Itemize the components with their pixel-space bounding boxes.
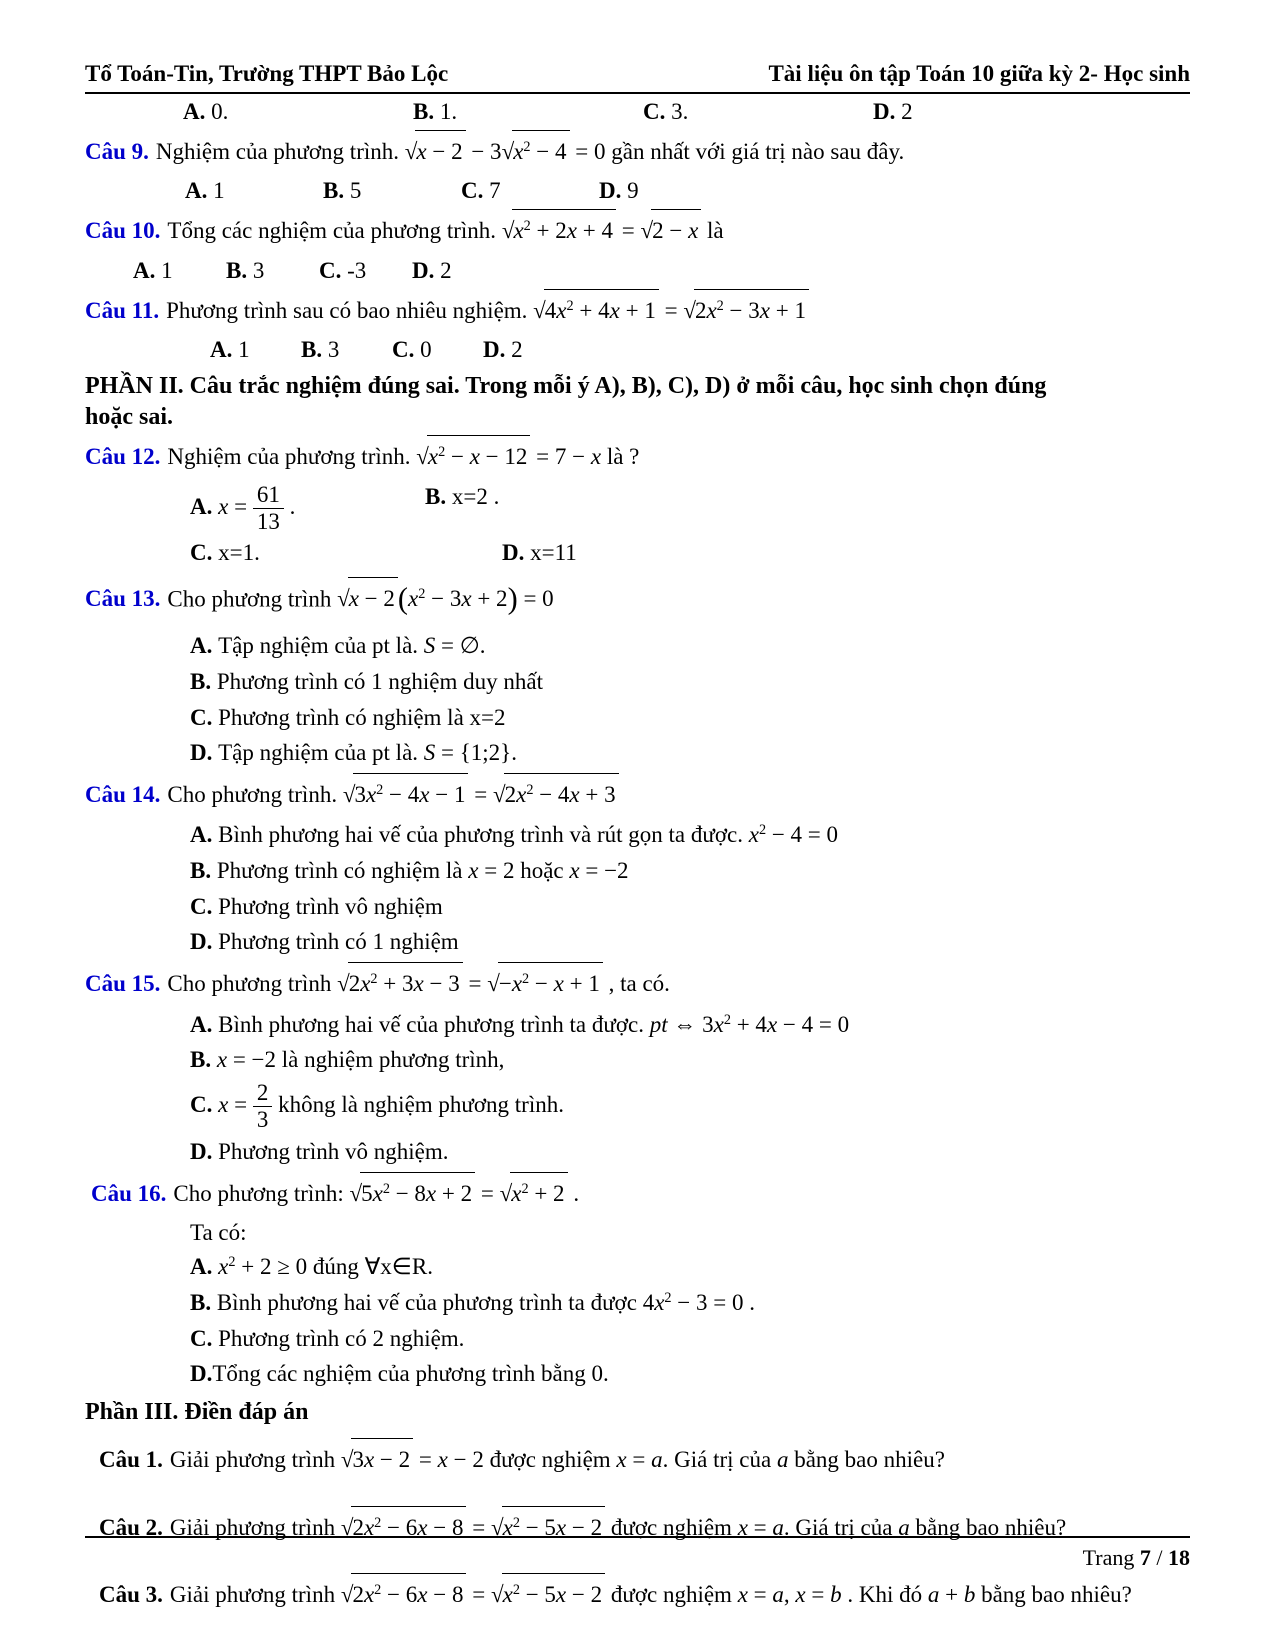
question-16-option-b: [85, 1287, 1190, 1320]
option-text: x = −2 là nghiệm phương trình,: [216, 1047, 505, 1073]
option-text: Phương trình có 1 nghiệm: [218, 929, 459, 955]
page-number-label: Trang: [1082, 1545, 1135, 1570]
option-a: A. 1: [133, 257, 173, 283]
question-10-text: Tổng các nghiệm của phương trình. $√x^2 + 2x + 4 = √2 - x$ là: [167, 218, 723, 243]
math-formula: x = a, x = b: [737, 1582, 842, 1608]
page-header: [85, 60, 1190, 94]
page-number-separator: /: [1156, 1545, 1163, 1570]
question-11: [85, 289, 1190, 333]
math-formula: a: [776, 1447, 789, 1473]
option-text: 1: [238, 337, 250, 363]
option-text: Phương trình có nghiệm là x=2: [218, 704, 506, 730]
option-b: B. 3: [226, 257, 265, 283]
header-left: Tổ Toán-Tin, Trường THPT Bảo Lộc: [85, 61, 449, 86]
question-10-label: Câu 10.: [85, 218, 161, 244]
math-formula: $√3x^2 - 4x - 1 = √2x^2 - 4x + 3$: [343, 782, 619, 807]
option-b: B. Phương trình có 1 nghiệm duy nhất: [190, 668, 543, 694]
math-formula: $√2x^2 - 6x - 8 = √x^2 - 5x - 2$: [341, 1582, 605, 1607]
page-number: [85, 1538, 1190, 1571]
option-b: B. Phương trình có nghiệm là x = 2 hoặc x = −2: [190, 858, 629, 884]
part3-question-3-label: Câu 3.: [99, 1582, 163, 1608]
math-formula: $√2x^2 + 3x - 3 = √-x^2 - x + 1$: [337, 971, 603, 996]
question-16-option-a: [85, 1251, 1190, 1284]
option-text: 7: [489, 178, 501, 204]
option-c: C. x=1.: [190, 540, 260, 566]
math-formula: $√2x^2 - 6x - 8 = √x^2 - 5x - 2$: [341, 1515, 605, 1540]
option-text: x=1.: [218, 540, 260, 566]
part3-question-1: [85, 1438, 1190, 1482]
option-a: A. 0.: [183, 98, 229, 124]
option-text: 0.: [211, 98, 229, 124]
question-14-label: Câu 14.: [85, 781, 161, 807]
question-14-option-b: [85, 855, 1190, 888]
option-text: Phương trình có nghiệm là x = 2 hoặc x = −2: [216, 858, 629, 884]
option-text: Phương trình vô nghiệm: [218, 893, 443, 919]
option-text: x = $\frac{2}{3}$ không là nghiệm phương trình.: [218, 1079, 564, 1132]
option-d: D. 2: [412, 257, 452, 283]
part2-heading-line1: PHẦN II. Câu trắc nghiệm đúng sai. Trong mỗi ý A), B), C), D) ở mỗi câu, học sinh chọn đúng: [85, 372, 1047, 399]
question-14-option-c: [85, 891, 1190, 924]
question-14-option-d: [85, 926, 1190, 959]
option-text: x=2 .: [451, 483, 500, 509]
option-c: C. 7: [461, 178, 501, 204]
question-13-text: Cho phương trình $√x - 2(x^2 - 3x + 2) = 0$: [167, 586, 553, 611]
option-b: B. 1.: [413, 98, 458, 124]
math-formula: x = 2: [468, 858, 515, 884]
option-a: A. 1: [185, 178, 225, 204]
option-b: B. x = −2 là nghiệm phương trình,: [190, 1047, 505, 1073]
question-15-option-c: [85, 1080, 1190, 1133]
question-16: [85, 1172, 1190, 1216]
question-16-option-c: [85, 1323, 1190, 1356]
question-15-option-b: [85, 1044, 1190, 1077]
math-formula: x = a: [616, 1447, 663, 1473]
math-formula: $x^2 - 4 = 0$: [748, 822, 839, 848]
math-formula: a: [898, 1514, 910, 1540]
option-text: 1.: [439, 98, 458, 124]
option-a: A. 1: [210, 337, 250, 363]
option-a: A. Bình phương hai vế của phương trình ta được. pt ⇔ $3x^2 + 4x - 4 = 0$: [190, 1011, 850, 1037]
question-11-label: Câu 11.: [85, 297, 160, 323]
question-13: [85, 571, 1190, 627]
math-formula: x = $\frac{2}{3}$: [218, 1092, 272, 1117]
option-text: Phương trình vô nghiệm.: [218, 1139, 449, 1165]
question-16-taco: Ta có:: [190, 1220, 247, 1246]
option-text: 3: [252, 257, 265, 283]
option-text: Bình phương hai vế của phương trình ta được $4x^2 - 3 = 0$ .: [216, 1290, 755, 1316]
math-formula: $x^2 + 2 \ge 0$: [218, 1254, 308, 1280]
option-a: A. Tập nghiệm của pt là. S = ∅.: [190, 633, 486, 659]
math-formula: $√5x^2 - 8x + 2 = √x^2 + 2$: [349, 1181, 567, 1206]
option-c: C. -3: [319, 257, 367, 283]
part3-question-1-label: Câu 1.: [99, 1447, 163, 1473]
part3-question-2-label: Câu 2.: [99, 1514, 163, 1540]
option-text: 1: [161, 257, 173, 283]
part2-heading: [85, 371, 1190, 433]
part3-question-1-text: Giải phương trình √3x − 2 = x − 2 được nghiệm x = a. Giá trị của a bằng bao nhiêu?: [170, 1447, 945, 1472]
option-c: C. 3.: [643, 98, 689, 124]
option-c: C. Phương trình có nghiệm là x=2: [190, 704, 506, 730]
previous-question-options: [85, 97, 1190, 127]
page-number-current: 7: [1139, 1545, 1151, 1570]
question-12: [85, 435, 1190, 479]
question-15-option-d: [85, 1136, 1190, 1169]
math-formula: x = −2: [216, 1047, 277, 1073]
option-a: A. Bình phương hai vế của phương trình và rút gọn ta được. $x^2 - 4 = 0$: [190, 822, 839, 848]
math-formula: $√x - 2 - 3√x^2 - 4 = 0$: [405, 139, 606, 164]
part3-question-3: [85, 1573, 1140, 1617]
option-text: Tập nghiệm của pt là. S = ∅.: [218, 633, 486, 659]
option-d: D. x=11: [502, 540, 577, 566]
part3-question-2-text: Giải phương trình $√2x^2 - 6x - 8 = √x^2 - 5x - 2$ được nghiệm x = a. Giá trị của a bằng bao nhiêu?: [170, 1515, 1066, 1540]
math-formula: pt ⇔ $3x^2 + 4x - 4 = 0$: [649, 1011, 850, 1037]
question-13-option-d: [85, 737, 1190, 770]
option-text: x=11: [530, 540, 577, 566]
option-text: Bình phương hai vế của phương trình ta được. pt ⇔ $3x^2 + 4x - 4 = 0$: [218, 1011, 850, 1037]
page-footer: [85, 1536, 1190, 1571]
question-9-options: [85, 176, 1190, 206]
question-16-label: Câu 16.: [91, 1180, 167, 1206]
question-16-text: Cho phương trình: $√5x^2 - 8x + 2 = √x^2 + 2$ .: [173, 1181, 579, 1206]
option-d: D. 2: [873, 98, 913, 124]
math-formula: $√4x^2 + 4x + 1 = √2x^2 - 3x + 1$: [533, 298, 809, 323]
option-a: A. $x^2 + 2 \ge 0$ đúng ∀x∈R.: [190, 1254, 433, 1280]
option-text: Tập nghiệm của pt là. S = {1;2}.: [218, 740, 517, 766]
question-15-label: Câu 15.: [85, 971, 161, 996]
option-d: D.Tổng các nghiệm của phương trình bằng 0.: [190, 1361, 609, 1387]
question-14-option-a: [85, 819, 1190, 852]
question-15-option-a: [85, 1009, 1190, 1042]
question-10: [85, 209, 1190, 253]
question-12-options-row1: [85, 482, 1190, 535]
part3-heading: Phần III. Điền đáp án: [85, 1399, 309, 1426]
math-formula: a + b: [927, 1582, 976, 1608]
option-text: -3: [347, 257, 367, 283]
part2-heading-line2: hoặc sai.: [85, 404, 174, 431]
option-text: Phương trình có 2 nghiệm.: [218, 1325, 465, 1351]
option-text: 2: [511, 337, 523, 363]
option-text: Tổng các nghiệm của phương trình bằng 0.: [212, 1361, 609, 1387]
option-b: B. 3: [301, 337, 340, 363]
option-text: 5: [349, 178, 362, 204]
option-text: 1: [213, 178, 225, 204]
question-12-text: Nghiệm của phương trình. $√x^2 - x - 12 = 7 - x$ là ?: [167, 444, 639, 469]
math-formula: S = ∅.: [423, 633, 486, 659]
option-c: C. Phương trình có 2 nghiệm.: [190, 1325, 465, 1351]
question-11-options: [85, 335, 1190, 365]
option-c: C. x = $\frac{2}{3}$ không là nghiệm phương trình.: [190, 1079, 564, 1132]
math-formula: $4x^2 - 3 = 0$: [642, 1290, 744, 1316]
option-d: D. 2: [483, 337, 523, 363]
math-formula: √3x − 2 = x − 2: [341, 1447, 484, 1472]
option-d: D. 9: [599, 178, 639, 204]
option-text: $x^2 + 2 \ge 0$ đúng ∀x∈R.: [218, 1254, 433, 1280]
question-12-label: Câu 12.: [85, 444, 161, 470]
question-9-label: Câu 9.: [85, 138, 149, 164]
question-9: [85, 130, 1190, 174]
question-14: [85, 773, 1190, 817]
question-13-option-b: [85, 666, 1190, 699]
question-15-text: Cho phương trình $√2x^2 + 3x - 3 = √-x^2 - x + 1$ , ta có.: [167, 971, 670, 996]
option-text: x = $\frac{61}{13}$ .: [218, 481, 296, 535]
question-13-label: Câu 13.: [85, 586, 161, 612]
part3-question-3-text: Giải phương trình $√2x^2 - 6x - 8 = √x^2 - 5x - 2$ được nghiệm x = a, x = b . Khi đó a + b bằng bao nhiêu?: [170, 1582, 1132, 1607]
option-text: 3: [327, 337, 340, 363]
page-number-total: 18: [1168, 1545, 1190, 1570]
question-16-option-d: [85, 1358, 1190, 1391]
option-a: A. x = $\frac{61}{13}$ .: [190, 481, 296, 535]
math-formula: x = $\frac{61}{13}$: [218, 494, 284, 519]
option-d: D. Phương trình có 1 nghiệm: [190, 929, 459, 955]
option-c: C. 0: [392, 337, 432, 363]
option-text: 2: [901, 98, 913, 124]
option-d: D. Phương trình vô nghiệm.: [190, 1139, 449, 1165]
question-11-text: Phương trình sau có bao nhiêu nghiệm. $√4x^2 + 4x + 1 = √2x^2 - 3x + 1$: [166, 298, 809, 323]
option-text: 9: [627, 178, 639, 204]
option-text: 0: [420, 337, 432, 363]
header-right: Tài liệu ôn tập Toán 10 giữa kỳ 2- Học sinh: [768, 61, 1190, 86]
option-text: Bình phương hai vế của phương trình và rút gọn ta được. $x^2 - 4 = 0$: [218, 822, 839, 848]
option-text: 3.: [671, 98, 689, 124]
question-13-option-c: [85, 702, 1190, 735]
option-text: Phương trình có 1 nghiệm duy nhất: [216, 668, 543, 694]
option-d: D. Tập nghiệm của pt là. S = {1;2}.: [190, 740, 517, 766]
question-13-option-a: [85, 630, 1190, 663]
math-formula: $√x^2 - x - 12 = 7 - x$: [416, 444, 601, 469]
question-10-options: [85, 256, 1190, 286]
math-formula: $√x - 2(x^2 - 3x + 2) = 0$: [337, 586, 554, 611]
math-formula: x = −2: [569, 858, 629, 884]
math-formula: $√x^2 + 2x + 4 = √2 - x$: [502, 218, 701, 243]
math-formula: x = a: [737, 1514, 784, 1540]
question-14-text: Cho phương trình. $√3x^2 - 4x - 1 = √2x^2 - 4x + 3$: [167, 782, 618, 807]
option-b: B. Bình phương hai vế của phương trình ta được $4x^2 - 3 = 0$ .: [190, 1290, 755, 1316]
option-c: C. Phương trình vô nghiệm: [190, 893, 443, 919]
question-15: [85, 962, 1190, 1006]
question-9-text: Nghiệm của phương trình. $√x - 2 - 3√x^2 - 4 = 0$ gần nhất với giá trị nào sau đây.: [156, 139, 904, 164]
question-12-options-row2: [85, 538, 1190, 568]
math-formula: S = {1;2}.: [423, 740, 517, 766]
option-text: 2: [440, 257, 452, 283]
option-b: B. x=2 .: [425, 483, 500, 509]
option-b: B. 5: [323, 178, 362, 204]
